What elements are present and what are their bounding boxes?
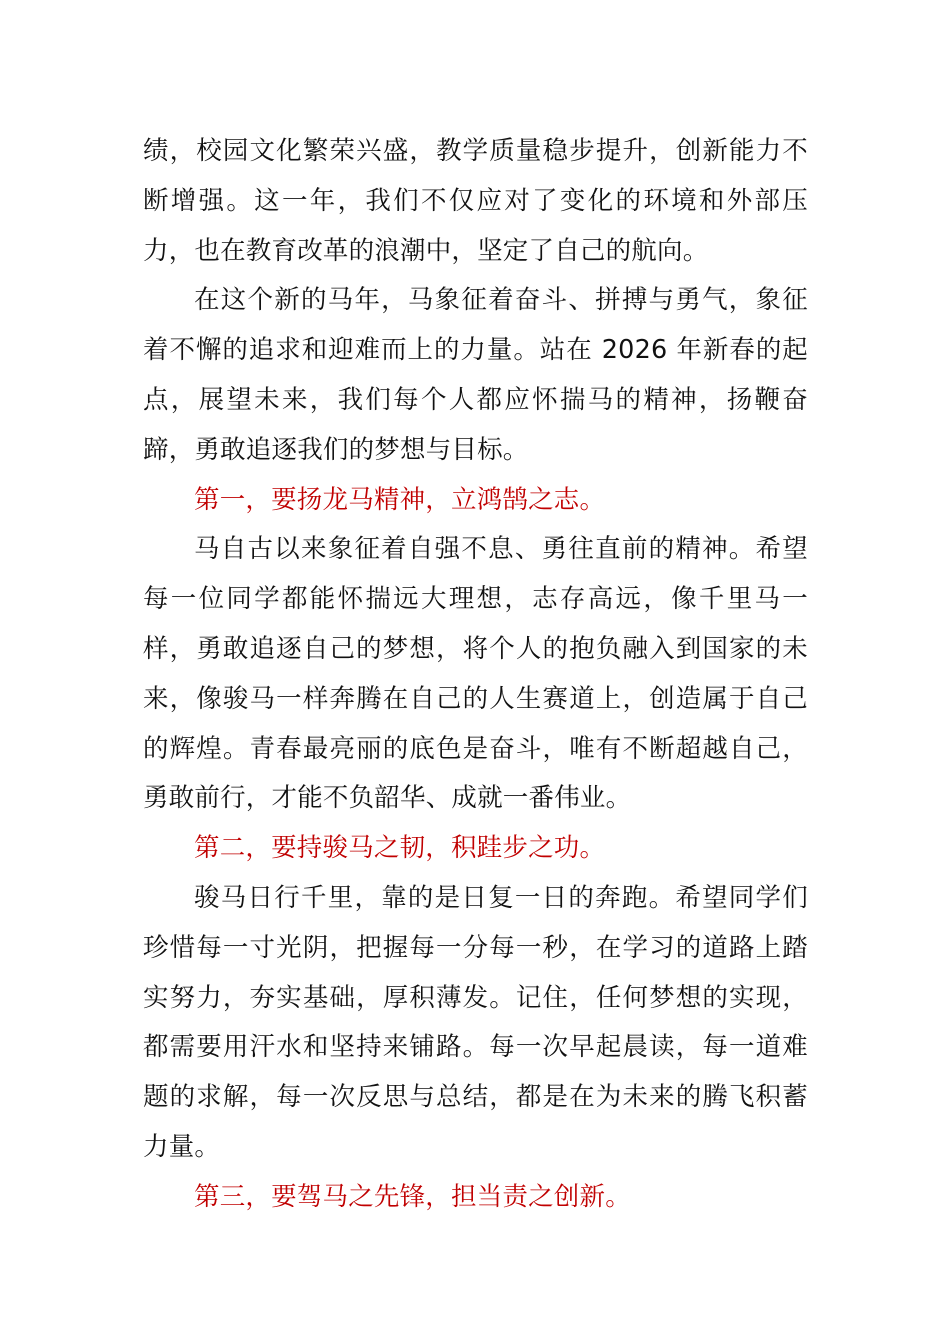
section-heading-3: 第三，要驾马之先锋，担当责之创新。 <box>194 1181 631 1212</box>
document-body <box>143 127 808 1223</box>
body-paragraph: 马自古以来象征着自强不息、勇往直前的精神。希望每一位同学都能怀揣远大理想，志存高远，像千里马一样，勇敢追逐自己的梦想，将个人的抱负融入到国家的未来，像骏马一样奔腾在自己的人生赛道上，创造属于自己的辉煌。青春最亮丽的底色是奋斗，唯有不断超越自己，勇敢前行，才能不负韶华、成就一番伟业。 <box>143 534 808 814</box>
section-heading-1: 第一，要扬龙马精神，立鸿鹄之志。 <box>194 484 606 515</box>
body-paragraph: 骏马日行千里，靠的是日复一日的奔跑。希望同学们珍惜每一寸光阴，把握每一分每一秒，在学习的道路上踏实努力，夯实基础，厚积薄发。记住，任何梦想的实现，都需要用汗水和坚持来铺路。每一次早起晨读，每一道难题的求解，每一次反思与总结，都是在为未来的腾飞积蓄力量。 <box>143 882 808 1162</box>
section-heading-2: 第二，要持骏马之韧，积跬步之功。 <box>194 833 606 864</box>
body-paragraph: 绩，校园文化繁荣兴盛，教学质量稳步提升，创新能力不断增强。这一年，我们不仅应对了变化的环境和外部压力，也在教育改革的浪潮中，坚定了自己的航向。 <box>143 136 808 266</box>
body-paragraph: 在这个新的马年，马象征着奋斗、拼搏与勇气，象征着不懈的追求和迎难而上的力量。站在 2026 年新春的起点，展望未来，我们每个人都应怀揣马的精神，扬鞭奋蹄，勇敢追逐我们的梦想与目标。 <box>143 285 808 465</box>
